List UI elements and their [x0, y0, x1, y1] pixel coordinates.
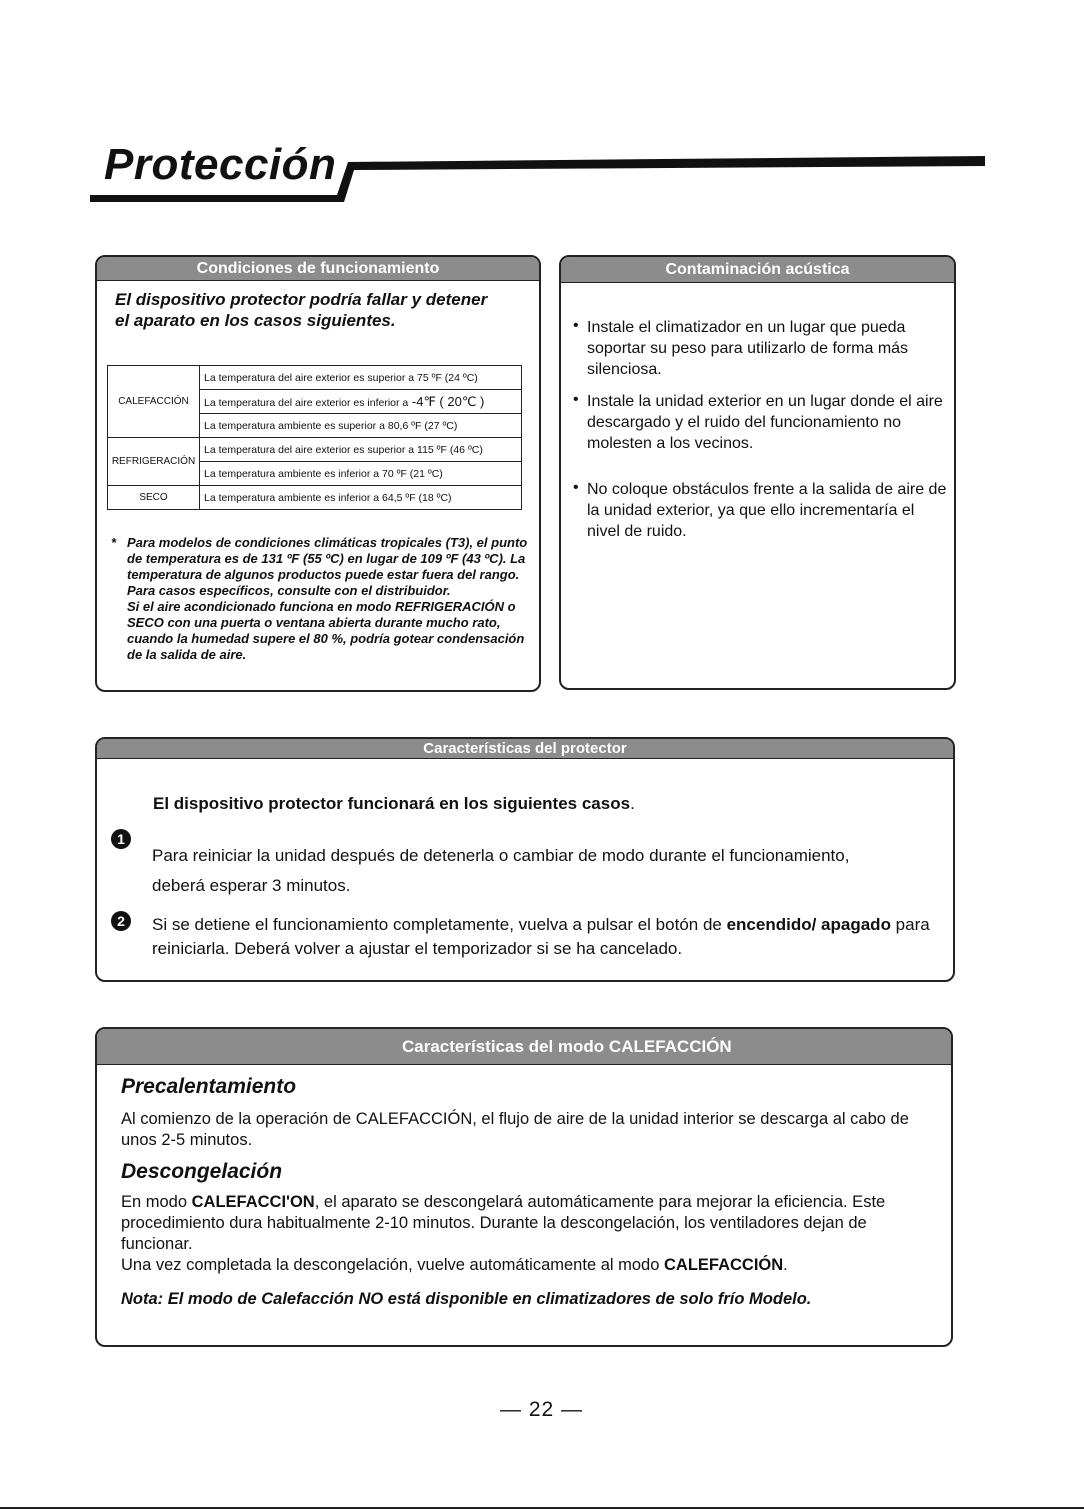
condition-cell: La temperatura ambiente es inferior a 64,5 ºF (18 ºC) [200, 486, 522, 510]
list-item [573, 317, 948, 380]
bullet: • [573, 479, 579, 496]
condition-cell [200, 390, 522, 414]
protector-item-1-line-1: Para reiniciar la unidad después de detenerla o cambiar de modo durante el funcionamiento, [152, 846, 850, 865]
list-item-text: No coloque obstáculos frente a la salida de aire de la unidad exterior, ya que ello incrementaría el nivel de ruido. [587, 481, 947, 540]
operating-conditions-header: Condiciones de funcionamiento [97, 257, 539, 281]
protector-features-header: Características del protector [97, 739, 953, 759]
number-two-icon: 2 [111, 911, 131, 931]
protector-intro-text: El dispositivo protector funcionará en los siguientes casos [153, 794, 631, 813]
preheating-heading: Precalentamiento [121, 1075, 297, 1098]
mode-cooling-cell: REFRIGERACIÓN [108, 438, 200, 486]
condition-text: La temperatura del aire exterior es inferior a [204, 396, 409, 409]
preheating-text: Al comienzo de la operación de CALEFACCIÓN, el flujo de aire de la unidad interior se descarga al cabo de unos 2-5 minutos. [121, 1110, 909, 1149]
defrost-complete-end: . [783, 1256, 788, 1274]
number-one-icon: 1 [111, 829, 131, 849]
defrosting-text-end: , el aparato se descongelará automáticamente para mejorar la eficiencia. Este procedimiento dura habitualmente 2-10 minutos. Durante la descongelación, los ventiladores dejan de funcionar. [121, 1193, 886, 1253]
protector-item-2-text: Si se detiene el funcionamiento completamente, vuelva a pulsar el botón de [152, 915, 727, 934]
defrosting-text [121, 1192, 921, 1255]
noise-pollution-panel [559, 255, 956, 690]
condensation-note-text: Si el aire acondicionado funciona en modo REFRIGERACIÓN o SECO con una puerta o ventana abierta durante mucho rato, cuando la humedad supere el 80 %, podría gotear condensación de la salida de aire. [127, 599, 525, 662]
condition-cell: La temperatura del aire exterior es superior a 75 ºF (24 ºC) [200, 366, 522, 390]
tropical-note [111, 535, 536, 663]
defrosting-heading: Descongelación [121, 1160, 283, 1183]
operating-conditions-intro: El dispositivo protector podría fallar y detener el aparato en los casos siguientes. [115, 290, 488, 330]
bullet: • [573, 317, 579, 334]
table-row [108, 366, 522, 390]
condition-cell: La temperatura ambiente es inferior a 70 ºF (21 ºC) [200, 462, 522, 486]
condition-temperature: -4℉ ( 20℃ ) [408, 393, 485, 409]
protector-item-1-line-2: deberá esperar 3 minutos. [152, 876, 351, 895]
protector-item-2-text-end: para reiniciarla. Deberá volver a ajustar el temporizador si se ha cancelado. [152, 915, 930, 958]
defrost-complete-text [121, 1255, 921, 1276]
protector-item-2 [152, 913, 932, 961]
heating-mode-term: CALEFACCI'ON [191, 1193, 315, 1211]
operating-conditions-table [107, 365, 522, 510]
condition-cell: La temperatura ambiente es superior a 80,6 ºF (27 ºC) [200, 414, 522, 438]
tropical-note-text: Para modelos de condiciones climáticas tropicales (T3), el punto de temperatura es de 131 ºF (55 ºC) en lugar de 109 ºF (43 ºC). La temperatura de algunos productos puede estar fuera del rango. Para casos específicos, consulte con el distribuidor. [127, 535, 528, 598]
table-row [108, 486, 522, 510]
page-number: — 22 — [500, 1398, 584, 1421]
defrost-complete-start: Una vez completada la descongelación, vuelve automáticamente al modo [121, 1256, 664, 1274]
protector-intro [153, 794, 635, 814]
asterisk: * [111, 535, 117, 550]
operating-conditions-panel [95, 255, 541, 692]
heating-mode-term: CALEFACCIÓN [664, 1256, 784, 1274]
list-item [573, 391, 948, 454]
mode-dry-cell: SECO [108, 486, 200, 510]
list-item [573, 479, 948, 542]
protector-intro-period: . [630, 794, 635, 813]
list-item-text: Instale el climatizador en un lugar que pueda soportar su peso para utilizarlo de forma más silenciosa. [587, 319, 909, 378]
protector-features-panel [95, 737, 955, 982]
noise-pollution-header: Contaminación acústica [561, 257, 954, 283]
heating-mode-header: Características del modo CALEFACCIÓN [97, 1029, 951, 1065]
bullet: • [573, 391, 579, 408]
condition-cell: La temperatura del aire exterior es superior a 115 ºF (46 ºC) [200, 438, 522, 462]
cooling-only-note: Nota: El modo de Calefacción NO está disponible en climatizadores de solo frío Modelo. [121, 1290, 812, 1308]
list-item-text: Instale la unidad exterior en un lugar donde el aire descargado y el ruido del funcionamiento no molesten a los vecinos. [587, 393, 943, 452]
defrosting-text-start: En modo [121, 1193, 192, 1211]
page-title: Protección [104, 140, 337, 189]
heating-mode-panel [95, 1027, 953, 1347]
mode-heating-cell: CALEFACCIÓN [108, 366, 200, 438]
power-button-label: encendido/ apagado [726, 915, 891, 934]
table-row [108, 438, 522, 462]
